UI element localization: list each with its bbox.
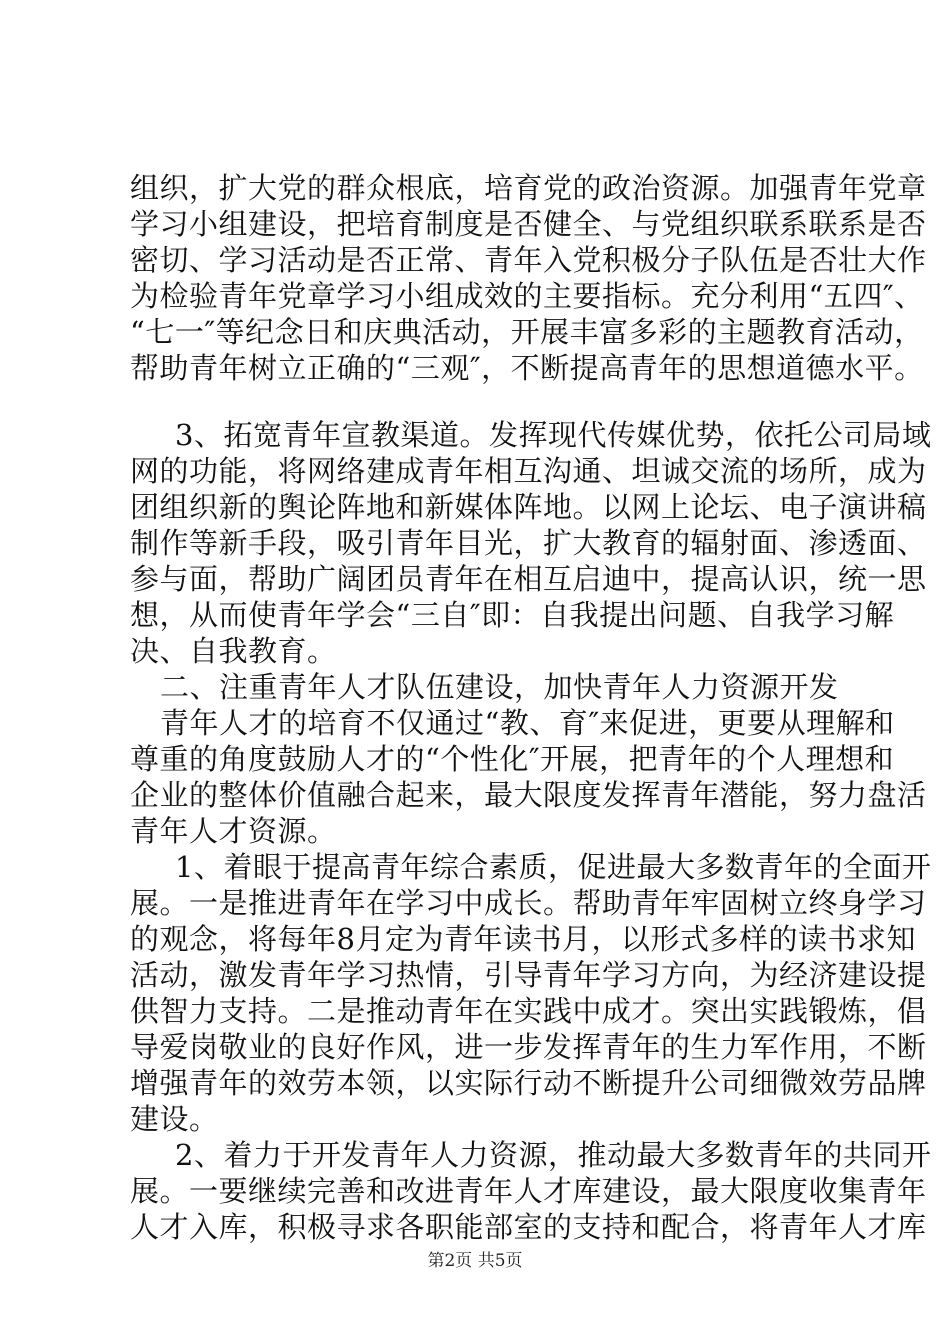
body-text-line: 青年人才资源。 [130, 814, 337, 848]
body-text-line: 建设。 [130, 1102, 219, 1136]
body-text-line: 为检验青年党章学习小组成效的主要指标。充分利用“五四″、 [130, 279, 924, 313]
body-text-line: 3、拓宽青年宣教渠道。发挥现代传媒优势，依托公司局域 [175, 418, 932, 452]
body-text-line: 人才入库，积极寻求各职能部室的支持和配合，将青年人才库 [130, 1210, 927, 1244]
body-text-line: 展。一是推进青年在学习中成长。帮助青年牢固树立终身学习 [130, 886, 927, 920]
body-text-line: 导爱岗敬业的良好作风，进一步发挥青年的生力军作用，不断 [130, 1030, 927, 1064]
body-text-line: 企业的整体价值融合起来，最大限度发挥青年潜能，努力盘活 [130, 778, 927, 812]
body-text-line: 制作等新手段，吸引青年目光，扩大教育的辐射面、渗透面、 [130, 526, 927, 560]
body-text-line: 的观念，将每年8月定为青年读书月，以形式多样的读书求知 [130, 922, 916, 956]
body-text-line: 尊重的角度鼓励人才的“个性化″开展，把青年的个人理想和 [130, 742, 895, 776]
body-text-line: 组织，扩大党的群众根底，培育党的政治资源。加强青年党章 [130, 171, 927, 205]
body-text-line: 参与面，帮助广阔团员青年在相互启迪中，提高认识，统一思 [130, 562, 927, 596]
body-text-line: 展。一要继续完善和改进青年人才库建设，最大限度收集青年 [130, 1174, 927, 1208]
body-text-line: 2、着力于开发青年人力资源，推动最大多数青年的共同开 [175, 1138, 932, 1172]
body-text-line: 学习小组建设，把培育制度是否健全、与党组织联系联系是否 [130, 207, 927, 241]
page-footer: 第2页 共5页 [427, 1251, 523, 1271]
body-text-line: “七一″等纪念日和庆典活动，开展丰富多彩的主题教育活动， [130, 315, 924, 349]
body-text-line: 青年人才的培育不仅通过“教、育″来促进，更要从理解和 [160, 706, 895, 740]
body-text-line: 1、着眼于提高青年综合素质，促进最大多数青年的全面开 [175, 850, 932, 884]
body-text-line: 想，从而使青年学会“三自″即：自我提出问题、自我学习解 [130, 598, 895, 632]
body-text-line: 活动，激发青年学习热情，引导青年学习方向，为经济建设提 [130, 958, 927, 992]
body-text-line: 密切、学习活动是否正常、青年入党积极分子队伍是否壮大作 [130, 243, 927, 277]
body-text-line: 决、自我教育。 [130, 634, 337, 668]
body-text-line: 供智力支持。二是推动青年在实践中成才。突出实践锻炼，倡 [130, 994, 927, 1028]
body-text-line: 网的功能，将网络建成青年相互沟通、坦诚交流的场所，成为 [130, 454, 927, 488]
body-text-line: 增强青年的效劳本领，以实际行动不断提升公司细微效劳品牌 [130, 1066, 927, 1100]
body-text-line: 帮助青年树立正确的“三观″，不断提高青年的思想道德水平。 [130, 351, 924, 385]
section-heading: 二、注重青年人才队伍建设，加快青年人力资源开发 [160, 670, 839, 704]
body-text-line: 团组织新的舆论阵地和新媒体阵地。以网上论坛、电子演讲稿 [130, 490, 927, 524]
